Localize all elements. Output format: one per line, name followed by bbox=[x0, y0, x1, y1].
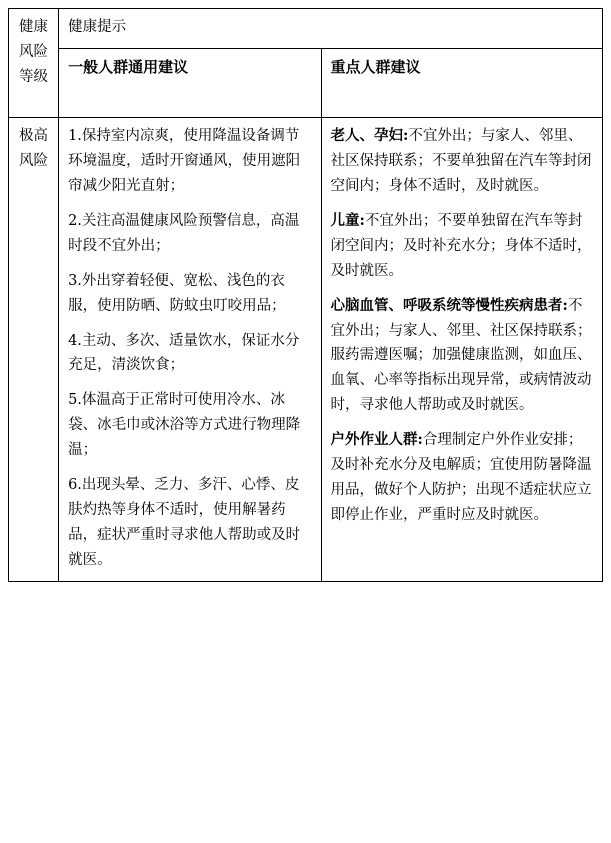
table-header-row bbox=[9, 9, 603, 49]
health-risk-table bbox=[8, 8, 603, 582]
key-group-label: 户外作业人群: bbox=[330, 431, 423, 449]
subheader-cell-key bbox=[321, 48, 602, 117]
table-row bbox=[9, 117, 603, 581]
general-advice-item: 2.关注高温健康风险预警信息，高温时段不宜外出； bbox=[68, 212, 300, 254]
subheader-key-label: 重点人群建议 bbox=[330, 57, 421, 76]
key-group-item bbox=[331, 209, 593, 284]
key-group-text: 不宜外出；与家人、邻里、社区保持联系；服药需遵医嘱；加强健康监测，如血压、血氧、心率等指标出现异常，或病情波动时，寻求他人帮助或及时就医。 bbox=[330, 297, 592, 414]
row-level-line-1: 极高 bbox=[19, 127, 49, 144]
table-subheader-row bbox=[9, 48, 603, 117]
general-advice-item: 1.保持室内凉爽，使用降温设备调节环境温度，适时开窗通风，使用遮阳帘减少阳光直射； bbox=[68, 127, 301, 194]
header-level-line-2: 风险 bbox=[19, 43, 49, 60]
row-key-groups-cell bbox=[321, 117, 602, 581]
general-advice-item: 6.出现头晕、乏力、多汗、心悸、皮肤灼热等身体不适时，使用解暑药品，症状严重时寻求他人帮助或及时就医。 bbox=[68, 477, 301, 568]
subheader-cell-general bbox=[59, 48, 321, 117]
header-cell-level bbox=[9, 9, 59, 118]
header-cell-tips: 健康提示 bbox=[59, 9, 603, 49]
key-group-label: 心脑血管、呼吸系统等慢性疾病患者: bbox=[330, 296, 568, 314]
key-group-item bbox=[331, 294, 593, 419]
header-level-line-1: 健康 bbox=[19, 19, 49, 35]
key-group-text: 不宜外出；与家人、邻里、社区保持联系；不要单独留在汽车等封闭空间内；身体不适时，及时就医。 bbox=[330, 127, 592, 194]
header-level-line-3: 等级 bbox=[19, 68, 49, 85]
key-group-item bbox=[331, 428, 593, 528]
key-group-item bbox=[331, 124, 593, 199]
subheader-general-label: 一般人群通用建议 bbox=[68, 57, 189, 76]
general-advice-item: 3.外出穿着轻便、宽松、浅色的衣服，使用防晒、防蚊虫叮咬用品； bbox=[68, 272, 286, 314]
row-level-cell bbox=[9, 117, 59, 581]
key-group-text: 合理制定户外作业安排；及时补充水分及电解质；宜使用防暑降温用品，做好个人防护；出现不适症状应立即停止作业，严重时应及时就医。 bbox=[330, 432, 592, 524]
row-level-line-2: 风险 bbox=[19, 152, 49, 169]
general-advice-item: 5.体温高于正常时可使用冷水、冰袋、冰毛巾或沐浴等方式进行物理降温； bbox=[68, 392, 301, 459]
key-group-label: 儿童: bbox=[330, 211, 365, 229]
row-general-advice-cell bbox=[59, 117, 321, 581]
key-group-label: 老人、孕妇: bbox=[330, 126, 409, 144]
general-advice-item: 4.主动、多次、适量饮水，保证水分充足，清淡饮食； bbox=[68, 332, 300, 374]
key-group-text: 不宜外出；不要单独留在汽车等封闭空间内；及时补充水分；身体不适时，及时就医。 bbox=[330, 212, 592, 279]
